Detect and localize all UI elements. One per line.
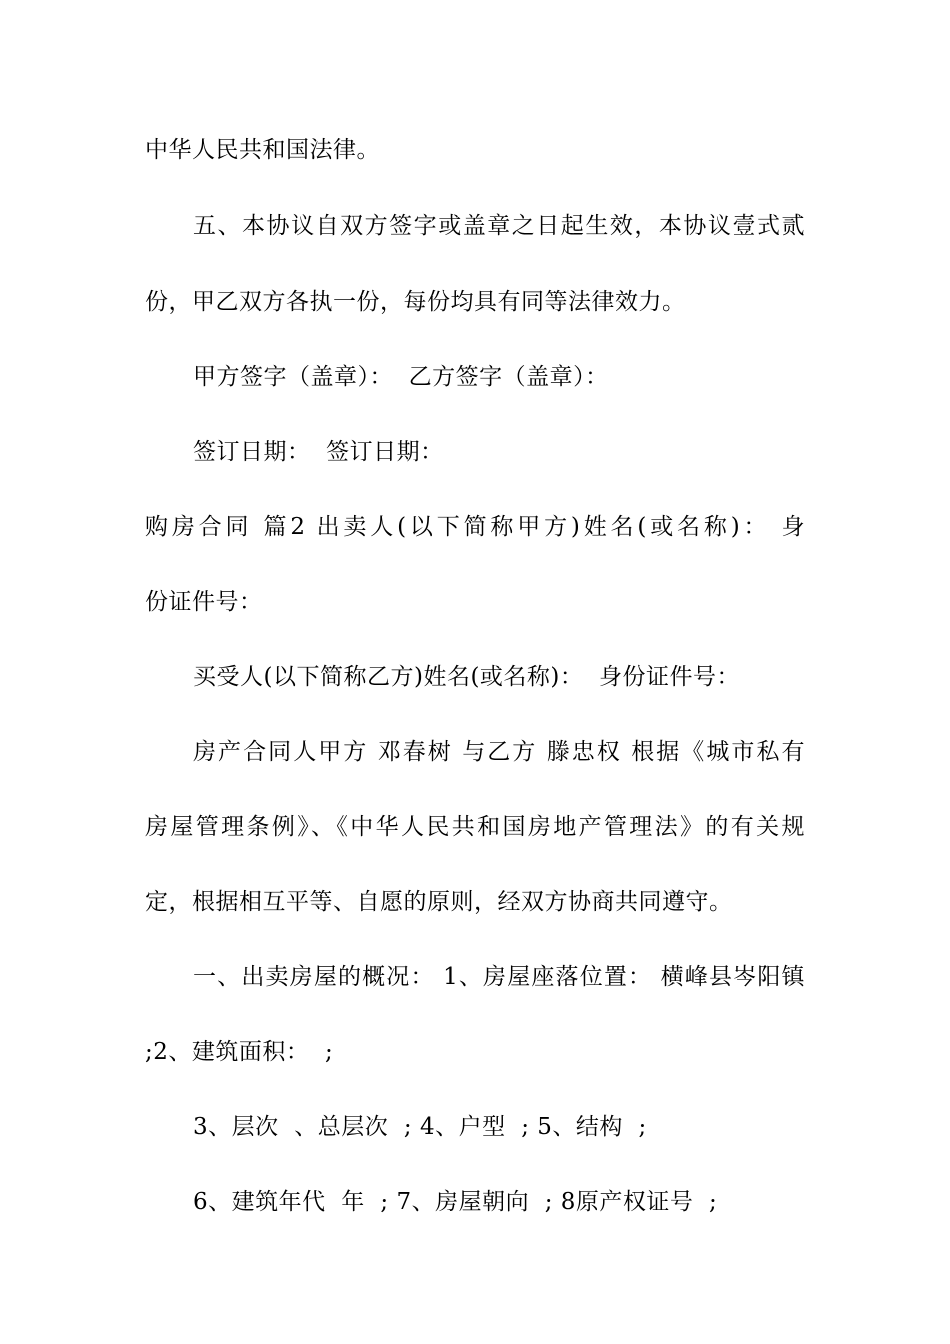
paragraph-line: 房产合同人甲方 邓春树 与乙方 滕忠权 根据《城市私有: [193, 739, 805, 765]
text-line: 房屋管理条例》、《中华人民共和国房地产管理法》的有关规: [145, 814, 805, 840]
property-detail-line: 3、层次 、总层次 ; 4、户型 ; 5、结构 ;: [193, 1114, 647, 1140]
text-line: 定，根据相互平等、自愿的原则，经双方协商共同遵守。: [145, 889, 733, 915]
contract-heading-line: 购房合同 篇2 出卖人(以下简称甲方)姓名(或名称)： 身: [145, 514, 805, 540]
buyer-line: 买受人(以下简称乙方)姓名(或名称)： 身份证件号：: [193, 664, 741, 690]
text-line: 中华人民共和国法律。: [145, 137, 380, 163]
signature-line: 甲方签字（盖章）： 乙方签字（盖章）：: [193, 364, 609, 390]
text-line: ;2、建筑面积： ;: [145, 1039, 334, 1065]
sign-date-line: 签订日期： 签订日期：: [193, 439, 444, 465]
text-line: 份，甲乙双方各执一份，每份均具有同等法律效力。: [145, 289, 686, 315]
property-overview-line: 一、出卖房屋的概况： 1、房屋座落位置： 横峰县岑阳镇: [193, 964, 805, 990]
paragraph-line: 五、本协议自双方签字或盖章之日起生效，本协议壹式贰: [193, 213, 805, 239]
property-detail-line: 6、建筑年代 年 ; 7、房屋朝向 ; 8原产权证号 ;: [193, 1189, 718, 1215]
text-line: 份证件号：: [145, 589, 263, 615]
